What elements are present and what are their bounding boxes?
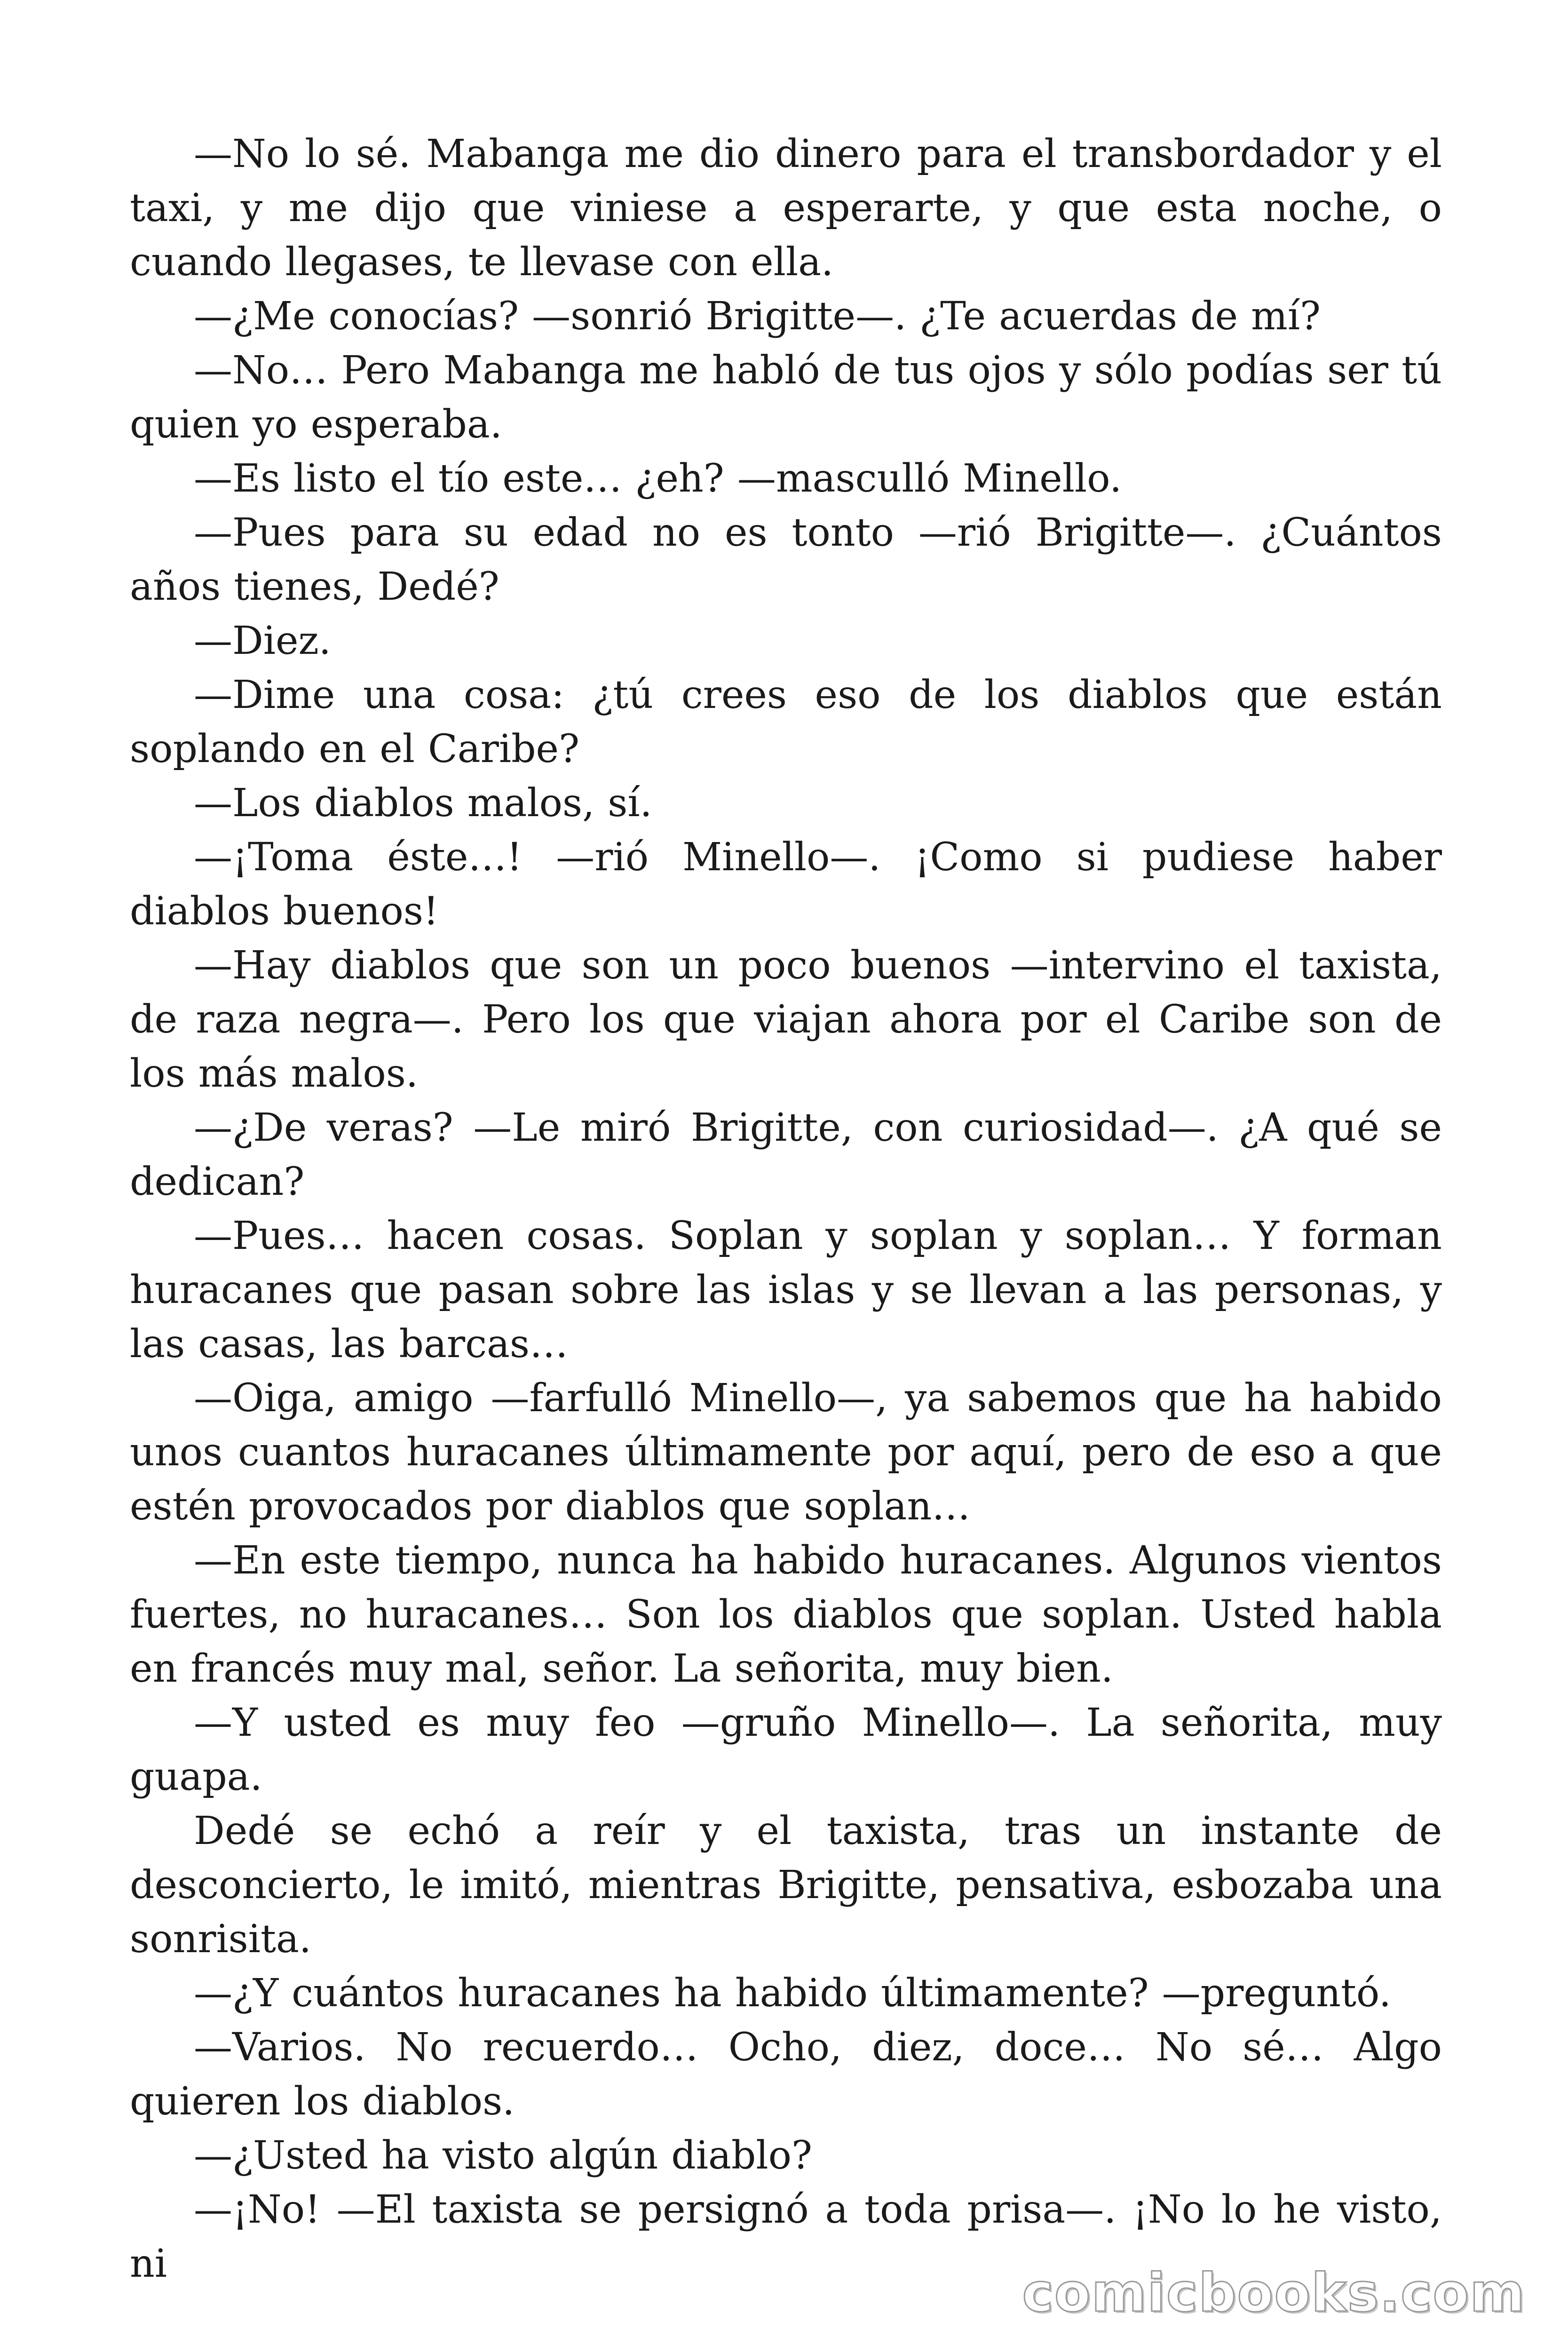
watermark: comicbooks.com xyxy=(1022,2263,1526,2324)
paragraph: —Pues para su edad no es tonto —rió Brigitte—. ¿Cuántos años tienes, Dedé? xyxy=(130,510,1442,609)
paragraph: —En este tiempo, nunca ha habido huracanes. Algunos vientos fuertes, no huracanes… Son los diablos que soplan. Usted habla en francés muy mal, señor. La señorita, muy bien. xyxy=(130,1538,1442,1691)
paragraph: Dedé se echó a reír y el taxista, tras un instante de desconcierto, le imitó, mientras Brigitte, pensativa, esbozaba una sonrisita. xyxy=(130,1809,1442,1962)
paragraph: —Diez. xyxy=(194,619,331,663)
paragraph: —Es listo el tío este… ¿eh? —masculló Minello. xyxy=(194,456,1122,501)
paragraph: —¿Me conocías? —sonrió Brigitte—. ¿Te acuerdas de mí? xyxy=(194,294,1321,339)
paragraph: —¿Usted ha visto algún diablo? xyxy=(194,2133,812,2178)
paragraph: —Los diablos malos, sí. xyxy=(194,781,652,826)
paragraph: —No lo sé. Mabanga me dio dinero para el transbordador y el taxi, y me dijo que viniese a esperarte, y que esta noche, o cuando llegases, te llevase con ella. xyxy=(130,132,1442,285)
paragraph: —Dime una cosa: ¿tú crees eso de los diablos que están soplando en el Caribe? xyxy=(130,673,1442,771)
paragraph: —¿Y cuántos huracanes ha habido últimamente? —preguntó. xyxy=(194,1971,1391,2016)
paragraph: —No… Pero Mabanga me habló de tus ojos y sólo podías ser tú quien yo esperaba. xyxy=(130,348,1442,447)
paragraph: —Y usted es muy feo —gruño Minello—. La señorita, muy guapa. xyxy=(130,1700,1442,1799)
paragraph: —Pues… hacen cosas. Soplan y soplan y soplan… Y forman huracanes que pasan sobre las islas y se llevan a las personas, y las casas, las barcas… xyxy=(130,1214,1442,1367)
page-text xyxy=(130,127,1442,2291)
paragraph: —Oiga, amigo —farfulló Minello—, ya sabemos que ha habido unos cuantos huracanes últimamente por aquí, pero de eso a que estén provocados por diablos que soplan… xyxy=(130,1376,1442,1529)
paragraph: —¿De veras? —Le miró Brigitte, con curiosidad—. ¿A qué se dedican? xyxy=(130,1105,1442,1204)
paragraph: —¡No! —El taxista se persignó a toda prisa—. ¡No lo he visto, ni xyxy=(130,2187,1442,2286)
paragraph: —¡Toma éste…! —rió Minello—. ¡Como si pudiese haber diablos buenos! xyxy=(130,835,1442,934)
paragraph: —Varios. No recuerdo… Ocho, diez, doce… No sé… Algo quieren los diablos. xyxy=(130,2025,1442,2124)
paragraph: —Hay diablos que son un poco buenos —intervino el taxista, de raza negra—. Pero los que viajan ahora por el Caribe son de los más malos. xyxy=(130,943,1442,1096)
